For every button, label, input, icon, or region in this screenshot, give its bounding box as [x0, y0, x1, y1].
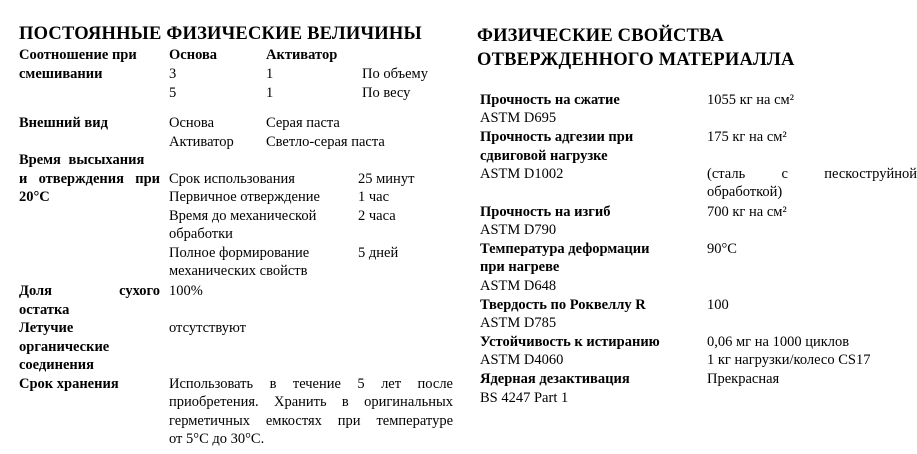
cured-title-line1: ФИЗИЧЕСКИЕ СВОЙСТВА — [477, 26, 724, 46]
heat-label-line2: при нагреве — [480, 259, 560, 275]
solids-label-line1 — [19, 282, 160, 301]
hardness-std: ASTM D785 — [480, 315, 557, 331]
drying-row-name: Первичное отверждение — [169, 189, 320, 205]
drying-row-value: 25 минут — [358, 171, 415, 187]
drying-label-word: при — [135, 171, 160, 187]
compressive-std: ASTM D695 — [480, 110, 557, 126]
drying-label-word: отверждения — [38, 171, 124, 187]
mixing-row2-base: 5 — [169, 85, 177, 101]
shear-std: ASTM D1002 — [480, 166, 564, 182]
volatile-label-line2: органические — [19, 339, 110, 355]
drying-label-word: и — [19, 171, 28, 187]
compressive-value: 1055 кг на см² — [707, 92, 795, 108]
heat-value: 90°C — [707, 241, 737, 257]
heat-label-line1: Температура деформации — [480, 241, 650, 257]
shear-note-line2: обработкой) — [707, 184, 783, 200]
solids-label-line2: остатка — [19, 302, 70, 318]
mixing-head-base: Основа — [169, 47, 218, 63]
mixing-label-line2: смешивании — [19, 66, 103, 82]
decontamination-std: BS 4247 Part 1 — [480, 390, 569, 406]
volatile-label-line3: соединения — [19, 357, 94, 373]
mixing-row2-activator: 1 — [266, 85, 274, 101]
cured-properties-section — [477, 0, 917, 454]
drying-label-line2 — [19, 170, 160, 189]
solids-value: 100% — [169, 283, 203, 299]
drying-row-name: Время до механической — [169, 208, 317, 224]
volatile-label-line1: Летучие — [19, 320, 74, 336]
solids-label-word: сухого — [119, 283, 160, 299]
mixing-row1-base: 3 — [169, 66, 177, 82]
hardness-label: Твердость по Роквеллу R — [480, 297, 646, 313]
appearance-row2-value: Светло-серая паста — [266, 134, 385, 150]
drying-row-value: 2 часа — [358, 208, 396, 224]
drying-row-name: Полное формирование — [169, 245, 310, 261]
shelf-text-line: от 5°C до 30°C. — [169, 431, 265, 447]
shear-note-word: (сталь — [707, 166, 746, 182]
shear-label-line2: сдвиговой нагрузке — [480, 148, 608, 164]
mixing-label-line1: Соотношение при — [19, 47, 137, 63]
cured-title-line2: ОТВЕРЖДЕННОГО МАТЕРИАЛЛА — [477, 50, 795, 70]
abrasion-std: ASTM D4060 — [480, 352, 564, 368]
mixing-head-activator: Активатор — [266, 47, 338, 63]
appearance-label: Внешний вид — [19, 115, 108, 131]
shear-note-word: с — [781, 166, 788, 182]
drying-row-name: Срок использования — [169, 171, 295, 187]
hardness-value: 100 — [707, 297, 729, 313]
shear-note-word: пескоструйной — [824, 166, 917, 182]
volatile-value: отсутствуют — [169, 320, 246, 336]
shelf-text-line: герметичных емкостях при температуре — [169, 413, 453, 429]
drying-row-value: 1 час — [358, 189, 390, 205]
abrasion-value-line2: 1 кг нагрузки/колесо CS17 — [707, 352, 871, 368]
shelf-label: Срок хранения — [19, 376, 119, 392]
shelf-text-line: приобретения. Хранить в оригинальных — [169, 394, 453, 410]
shear-value: 175 кг на см² — [707, 129, 787, 145]
appearance-row2-name: Активатор — [169, 134, 234, 150]
drying-row-value: 5 дней — [358, 245, 399, 261]
heat-std: ASTM D648 — [480, 278, 557, 294]
decontamination-value: Прекрасная — [707, 371, 780, 387]
appearance-row1-value: Серая паста — [266, 115, 340, 131]
shear-note-line1 — [707, 165, 917, 184]
flexural-label: Прочность на изгиб — [480, 204, 611, 220]
drying-label-line3: 20°C — [19, 189, 50, 205]
abrasion-label: Устойчивость к истиранию — [480, 334, 660, 350]
shear-label-line1: Прочность адгезии при — [480, 129, 634, 145]
solids-label-word: Доля — [19, 283, 53, 299]
abrasion-value-line1: 0,06 мг на 1000 циклов — [707, 334, 850, 350]
drying-label-line1: Время высыхания — [19, 152, 145, 168]
mixing-row1-activator: 1 — [266, 66, 274, 82]
drying-row-name-line2: обработки — [169, 226, 233, 242]
drying-row-name-line2: механических свойств — [169, 263, 308, 279]
constant-properties-title: ПОСТОЯННЫЕ ФИЗИЧЕСКИЕ ВЕЛИЧИНЫ — [19, 24, 422, 44]
compressive-label: Прочность на сжатие — [480, 92, 620, 108]
mixing-row1-unit: По объему — [362, 66, 428, 82]
cured-properties-title — [477, 24, 907, 72]
mixing-row2-unit: По весу — [362, 85, 411, 101]
decontamination-label: Ядерная дезактивация — [480, 371, 630, 387]
flexural-value: 700 кг на см² — [707, 204, 787, 220]
flexural-std: ASTM D790 — [480, 222, 557, 238]
shelf-text-line: Использовать в течение 5 лет после — [169, 376, 453, 392]
appearance-row1-name: Основа — [169, 115, 215, 131]
